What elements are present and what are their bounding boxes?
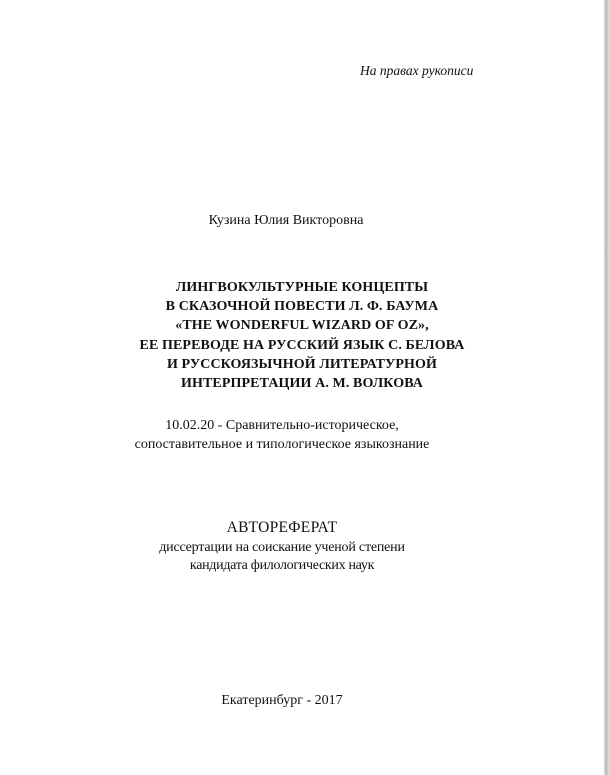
title-line: «THE WONDERFUL WIZARD OF OZ»,	[175, 318, 429, 334]
title-line: ИНТЕРПРЕТАЦИИ А. М. ВОЛКОВА	[181, 376, 423, 392]
specialty-code: 10.02.20 - Сравнительно-историческое,	[165, 418, 399, 433]
specialty-description: сопоставительное и типологическое языкознание	[134, 437, 430, 452]
title-line: И РУССКОЯЗЫЧНОЙ ЛИТЕРАТУРНОЙ	[166, 356, 438, 372]
title-line: В СКАЗОЧНОЙ ПОВЕСТИ Л. Ф. БАУМА	[165, 299, 439, 315]
dissertation-title	[0, 278, 604, 393]
abstract-subtitle-line2: кандидата филологических наук	[189, 558, 375, 573]
author-name: Кузина Юлия Викторовна	[208, 213, 364, 228]
page-edge-shadow	[604, 0, 610, 775]
title-line: ЕЕ ПЕРЕВОДЕ НА РУССКИЙ ЯЗЫК С. БЕЛОВА	[139, 337, 465, 353]
title-line: ЛИНГВОКУЛЬТУРНЫЕ КОНЦЕПТЫ	[175, 280, 429, 295]
abstract-subtitle-line1: диссертации на соискание ученой степени	[159, 540, 405, 555]
rights-note: На правах рукописи	[360, 63, 474, 78]
city-year: Екатеринбург - 2017	[221, 693, 343, 708]
abstract-heading: АВТОРЕФЕРАТ	[226, 519, 338, 536]
